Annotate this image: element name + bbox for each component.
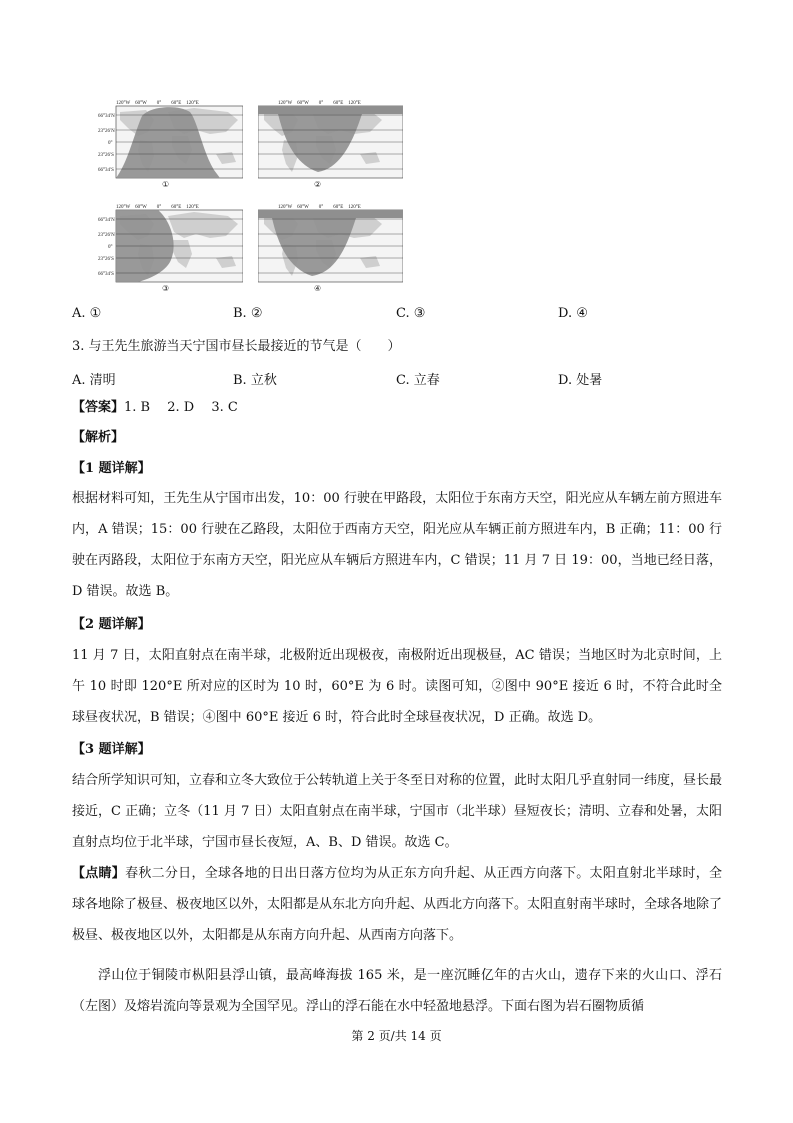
map-2 [258, 98, 403, 188]
daylight-maps-figure [98, 98, 408, 298]
svg-text:66°34′N: 66°34′N [98, 114, 115, 119]
svg-text:0°: 0° [108, 141, 113, 146]
answer-label: 【答案】 [72, 400, 125, 415]
map-2-label: ② [314, 180, 322, 189]
svg-text:23°26′S: 23°26′S [98, 257, 114, 262]
detail1-text: 根据材料可知，王先生从宁国市出发，10：00 行驶在甲路段，太阳位于东南方天空，阳光应从车辆左前方照进车内，A 错误；15：00 行驶在乙路段，太阳位于西南方天空，阳光应从车辆正前方照进车内，B 正确；11：00 行驶在丙路段，太阳位于东南方天空，阳光应从车辆后方照进车内，C 错误；11 月 7 日 19：00，当地已经日落，D 错误。故选 B。 [72, 491, 722, 599]
svg-text:120°W 60°W 0° 60°E 120°E: 120°W 60°W 0° 60°E 120°E [116, 101, 199, 106]
q3-stem: 3. 与王先生旅游当天宁国市昼长最接近的节气是（ ） [72, 339, 401, 354]
q3-option-d: D. 处暑 [558, 373, 603, 388]
svg-text:23°26′N: 23°26′N [98, 129, 115, 134]
page-footer: 第 2 页/共 14 页 [351, 1029, 442, 1043]
tip-text: 春秋二分日，全球各地的日出日落方位均为从正东方向升起、从正西方向落下。太阳直射北半球时，全球各地除了极昼、极夜地区以外，太阳都是从东北方向升起、从西北方向落下。太阳直射南半球时，全球各地除了极昼、极夜地区以外，太阳都是从东南方向升起、从西南方向落下。 [72, 866, 723, 943]
detail1-title: 【1 题详解】 [72, 461, 151, 476]
svg-text:66°34′S: 66°34′S [98, 168, 114, 173]
analysis-label: 【解析】 [72, 430, 125, 445]
q2-option-a: A. ① [72, 306, 102, 321]
q3-option-b: B. 立秋 [233, 373, 277, 388]
q3-option-c: C. 立春 [396, 373, 440, 388]
q2-option-c: C. ③ [396, 306, 426, 321]
svg-text:120°W 60°W 0° 60°E 120°E: 120°W 60°W 0° 60°E 120°E [116, 205, 199, 210]
svg-text:120°W 60°W 0° 60°E 120°E: 120°W 60°W 0° 60°E 120°E [278, 205, 361, 210]
svg-text:66°34′S: 66°34′S [98, 272, 114, 277]
answer-values: 1. B 2. D 3. C [124, 400, 238, 415]
detail3-text: 结合所学知识可知，立春和立冬大致位于公转轨道上关于冬至日对称的位置，此时太阳几乎直射同一纬度，昼长最接近，C 正确；立冬（11 月 7 日）太阳直射点在南半球，宁国市（北半球）昼短夜长；清明、立春和处暑，太阳直射点均位于北半球，宁国市昼长夜短，A、B、D 错误。故选 C。 [72, 773, 723, 850]
answer-line [72, 399, 238, 416]
svg-text:23°26′S: 23°26′S [98, 153, 114, 158]
detail2-title: 【2 题详解】 [72, 617, 151, 632]
svg-text:120°W 60°W 0° 60°E 120°E: 120°W 60°W 0° 60°E 120°E [278, 101, 361, 106]
tip-label: 【点睛】 [72, 866, 126, 881]
q2-option-b: B. ② [233, 306, 263, 321]
passage-text: 浮山位于铜陵市枞阳县浮山镇，最高峰海拔 165 米，是一座沉睡亿年的古火山，遗存下来的火山口、浮石（左图）及熔岩流向等景观为全国罕见。浮山的浮石能在水中轻盈地悬浮。下面右图为岩石圈物质循 [72, 968, 722, 1014]
svg-text:0°: 0° [108, 245, 113, 250]
svg-text:66°34′N: 66°34′N [98, 218, 115, 223]
map-4 [258, 202, 403, 292]
tip-block [72, 858, 722, 951]
svg-text:23°26′N: 23°26′N [98, 233, 115, 238]
map-4-label: ④ [314, 284, 322, 293]
map-1-label: ① [162, 180, 170, 189]
map-3 [98, 202, 243, 292]
q3-option-a: A. 清明 [72, 373, 116, 388]
map-3-label: ③ [162, 284, 170, 293]
detail2-text: 11 月 7 日，太阳直射点在南半球，北极附近出现极夜，南极附近出现极昼，AC 错误；当地区时为北京时间，上午 10 时即 120°E 所对应的区时为 10 时，60°E 为 6 时。读图可知，②图中 90°E 接近 6 时，不符合此时全球昼夜状况，B 错误；④图中 60°E 接近 6 时，符合此时全球昼夜状况，D 正确。故选 D。 [72, 648, 722, 725]
map-1 [98, 98, 243, 188]
detail3-title: 【3 题详解】 [72, 742, 151, 757]
q2-option-d: D. ④ [558, 306, 588, 321]
